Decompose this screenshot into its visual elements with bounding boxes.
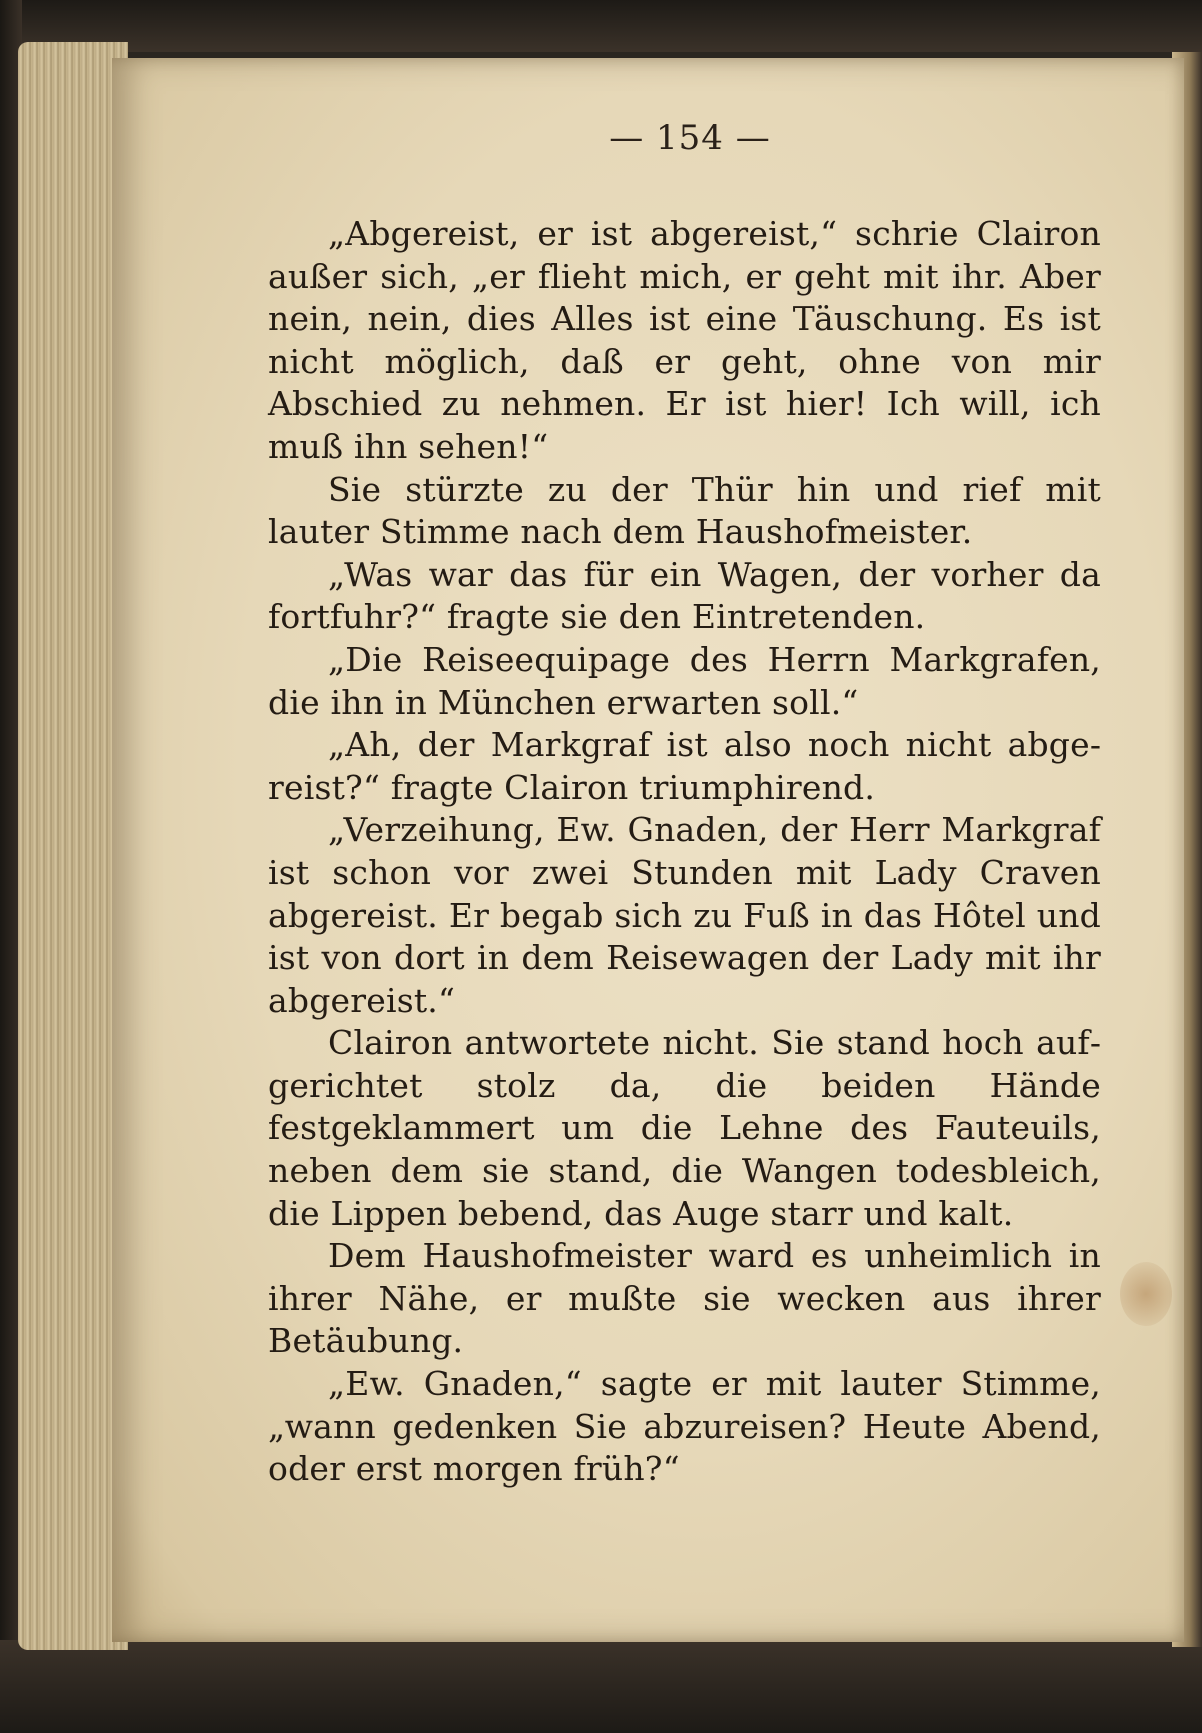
paragraph-4: „Die Reiseequipage des Herrn Markgrafen, die ihn in München erwarten soll.“: [268, 639, 1101, 722]
paragraph-6: „Verzeihung, Ew. Gnaden, der Herr Markgraf ist schon vor zwei Stunden mit Lady Craven abgereist. Er begab sich zu Fuß in das Hôtel und ist von dort in dem Reisewagen der Lady mit ihr abgereist.“: [268, 810, 1101, 1020]
body-text: [268, 213, 1101, 1491]
book-cover-bottom: [0, 1640, 1202, 1733]
book-cover-top: [0, 0, 1202, 52]
paper-stain: [1120, 1262, 1172, 1326]
paragraph-3: „Was war das für ein Wagen, der vorher da fortfuhr?“ fragte sie den Eintretenden.: [268, 554, 1101, 637]
page-number: — 154 —: [609, 118, 771, 158]
paragraph-7: Clairon antwortete nicht. Sie stand hoch aufgerichtet stolz da, die beiden Hände festgeklammert um die Lehne des Fauteuils, neben dem sie stand, die Wangen todesbleich, die Lippen bebend, das Auge starr und kalt.: [268, 1023, 1101, 1233]
paragraph-9: „Ew. Gnaden,“ sagte er mit lauter Stimme, „wann gedenken Sie abzureisen? Heute Abend, oder erst morgen früh?“: [268, 1364, 1101, 1489]
paragraph-5: „Ah, der Markgraf ist also noch nicht abgereist?“ fragte Clairon triumphirend.: [268, 725, 1101, 807]
paragraph-8: Dem Haushofmeister ward es unheimlich in ihrer Nähe, er mußte sie wecken aus ihrer Betäubung.: [268, 1236, 1101, 1361]
paragraph-2: Sie stürzte zu der Thür hin und rief mit lauter Stimme nach dem Haushofmeister.: [268, 469, 1101, 552]
paragraph-1: „Abgereist, er ist abgereist,“ schrie Clairon außer sich, „er flieht mich, er geht mit ihr. Aber nein, nein, dies Alles ist eine Täuschung. Es ist nicht möglich, daß er geht, ohne von mir Abschied zu nehmen. Er ist hier! Ich will, ich muß ihn sehen!“: [268, 214, 1101, 466]
